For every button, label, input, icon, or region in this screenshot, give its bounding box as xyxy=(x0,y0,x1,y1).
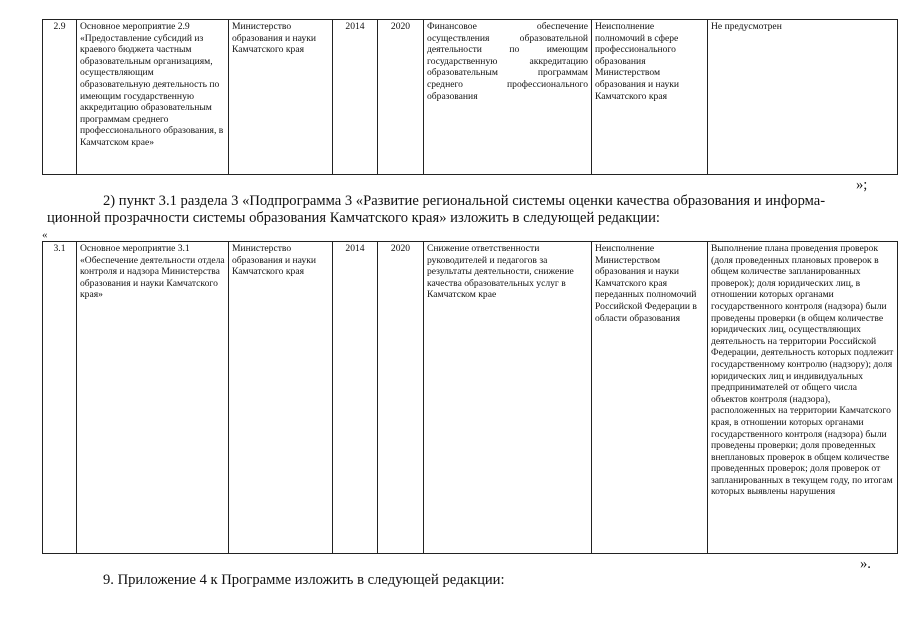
start-year: 2014 xyxy=(333,242,378,554)
executor: Министерство образования и науки Камчатского края xyxy=(229,242,333,554)
row-number: 3.1 xyxy=(43,242,77,554)
paragraph-9: 9. Приложение 4 к Программе изложить в следующей редакции: xyxy=(103,572,505,588)
table-row xyxy=(43,242,898,554)
paragraph-2-line-2: ционной прозрачности системы образования Камчатского края» изложить в следующей редакции: xyxy=(47,210,660,226)
measures-table-3-1 xyxy=(42,241,898,554)
executor: Министерство образования и науки Камчатского края xyxy=(229,20,333,175)
open-quote: « xyxy=(42,229,48,241)
measures-table-2-9 xyxy=(42,19,898,175)
indicators: Выполнение плана проведения проверок (доля проведенных плановых проверок в общем количестве запланированных проверок); доля юридических лиц, в отношении которых органами государственного контроля (надзора) были проведены проверки (в общем количестве юридических лиц, осуществляющих деятельность на территории Российской Федерации, деятельность которых подлежит государственному контролю (надзору); доля юридических лиц и индивидуальных предпринимателей от общего числа объектов контроля (надзора), расположенных на территории Камчатского края, в отношении которых органами государственного контроля (надзора) были проведены проверки; доля проведенных внеплановых проверок в общем количестве проведенных проверок; доля проверок от запланированных в текущем году, по итогам которых выявлены нарушения xyxy=(708,242,898,554)
measure-name: Основное мероприятие 3.1 «Обеспечение деятельности отдела контроля и надзора Министерства образования и науки Камчатского края» xyxy=(77,242,229,554)
expected-result: Снижение ответственности руководителей и педагогов за результаты деятельности, снижение качества образовательных услуг в Камчатском крае xyxy=(424,242,592,554)
consequences: Неисполнение полномочий в сфере профессионального образования Министерством образования и науки Камчатского края xyxy=(592,20,708,175)
close-quote: »; xyxy=(856,177,868,193)
row-number: 2.9 xyxy=(43,20,77,175)
end-year: 2020 xyxy=(378,20,424,175)
table-row xyxy=(43,20,898,175)
close-quote: ». xyxy=(860,556,871,572)
paragraph-2-line-1: 2) пункт 3.1 раздела 3 «Подпрограмма 3 «Развитие региональной системы оценки качества образования и информа- xyxy=(103,193,826,209)
start-year: 2014 xyxy=(333,20,378,175)
indicators: Не предусмотрен xyxy=(708,20,898,175)
measure-name: Основное мероприятие 2.9 «Предоставление субсидий из краевого бюджета частным образовательным организациям, осуществляющим образовательную деятельность по имеющим государственную аккредитацию образовательным программам среднего профессионального образования, в Камчатском крае» xyxy=(77,20,229,175)
consequences: Неисполнение Министерством образования и науки Камчатского края переданных полномочий Российской Федерации в области образования xyxy=(592,242,708,554)
end-year: 2020 xyxy=(378,242,424,554)
expected-result: Финансовое обеспечение осуществления образовательной деятельности по имеющим государственную аккредитацию образовательным программам среднего профессионального образования xyxy=(424,20,592,175)
